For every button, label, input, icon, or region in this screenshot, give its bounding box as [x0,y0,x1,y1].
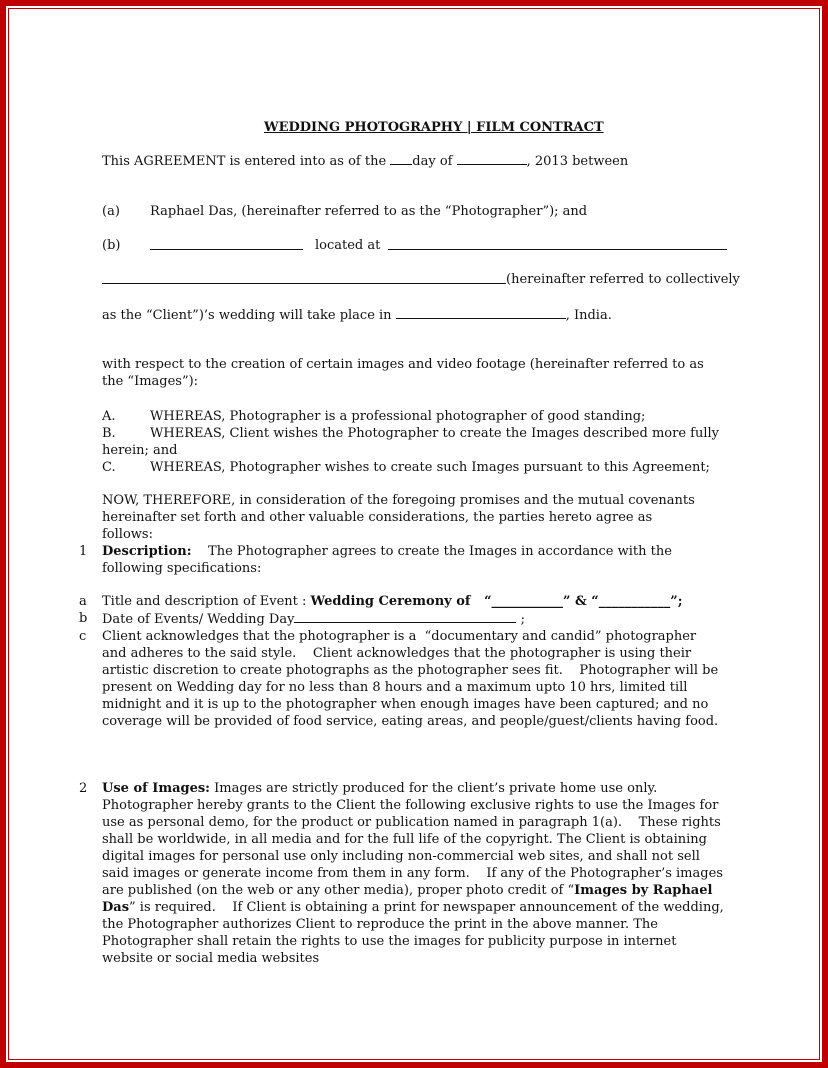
whereas-c-label: C. [102,460,116,475]
client-line-post: , India. [565,308,612,323]
section-1-number: 1 [79,544,88,559]
section-1-paragraph [102,543,722,577]
party-b-located: located at [315,238,381,253]
intro-line [102,152,628,170]
day-blank [390,152,412,165]
item-b-label: b [79,611,88,626]
whereas-a-label: A. [102,409,116,424]
item-b-text [102,610,525,628]
item-a-label: a [79,594,87,609]
item-b-post: ; [516,612,525,627]
item-a-pre: Title and description of Event : [102,594,311,609]
item-a-text [102,593,683,610]
item-c-text: Client acknowledges that the photographer is a “documentary and candid” photographer and adheres to the said style. Client acknowledges that the photographer is using their artistic discretion to create photographs as the photographer sees fit. Photographer will be present on Wedding day for no less than 8 hours and a maximum upto 10 hrs, limited till midnight and it is up to the photographer when enough images have been captured; and no coverage will be provided of food service, eating areas, and people/guest/clients having food. [102,629,723,729]
section-2-heading: Use of Images: [102,781,210,796]
intro-pre: This AGREEMENT is entered into as of the [102,154,391,169]
intro-day: day of [412,154,457,169]
intro-year: , 2013 between [526,154,629,169]
client-address-blank [388,237,727,250]
item-b-pre: Date of Events/ Wedding Day [102,612,295,627]
respect-paragraph: with respect to the creation of certain images and video footage (hereinafter referred to as the “Images”): [102,357,704,389]
client-line [102,306,612,324]
section-2-text-1: Images are strictly produced for the client’s private home use only. Photographer hereby grants to the Client the following exclusive rights to use the Images for use as personal demo, for the product or publication named in paragraph 1(a). These rights shall be worldwide, in all media and for the full life of the copyright. The Client is obtaining digital images for personal use only including non-commercial web sites, and shall not sell said images or generate income from them in any form. If any of the Photographer’s images are published (on the web or any other media), proper photo credit of “ [102,781,728,898]
party-b-label: (b) [102,238,121,253]
photo-credit: Images by Raphael Das [102,883,717,915]
whereas-c-text: WHEREAS, Photographer wishes to create such Images pursuant to this Agreement; [150,460,710,475]
section-1-heading: Description: [102,544,192,559]
item-a-bold: Wedding Ceremony of “___________” & “___________”; [310,594,683,609]
section-2-number: 2 [79,781,88,796]
month-blank [457,152,527,165]
event-date-blank [294,610,516,623]
section-1-text: The Photographer agrees to create the Images in accordance with the following specifications: [102,544,677,576]
whereas-a-text: WHEREAS, Photographer is a professional photographer of good standing; [150,409,646,424]
client-line-pre: as the “Client”)’s wedding will take place in [102,308,396,323]
whereas-b-text: WHEREAS, Client wishes the Photographer to create the Images described more fully [150,426,719,441]
party-a-text: Raphael Das, (hereinafter referred to as the “Photographer”); and [150,204,588,219]
whereas-b-label: B. [102,426,116,441]
party-a-label: (a) [102,204,120,219]
section-2-text-2: ” is required. If Client is obtaining a print for newspaper announcement of the wedding, the Photographer authorizes Client to reproduce the print in the above manner. The Photographer shall retain the rights to use the images for publicity purpose in internet website or social media websites [102,900,728,966]
item-c-label: c [79,629,87,644]
client-address-blank-2 [102,271,506,284]
collective-text: (hereinafter referred to collectively [506,272,740,287]
section-2-paragraph [102,780,728,967]
whereas-b-continuation: herein; and [102,443,178,458]
wedding-place-blank [396,306,566,319]
client-name-blank [150,237,303,250]
document-title: WEDDING PHOTOGRAPHY | FILM CONTRACT [264,120,604,135]
now-therefore-paragraph: NOW, THEREFORE, in consideration of the foregoing promises and the mutual covenants hereinafter set forth and other valuable considerations, the parties hereto agree as follows: [102,493,695,542]
